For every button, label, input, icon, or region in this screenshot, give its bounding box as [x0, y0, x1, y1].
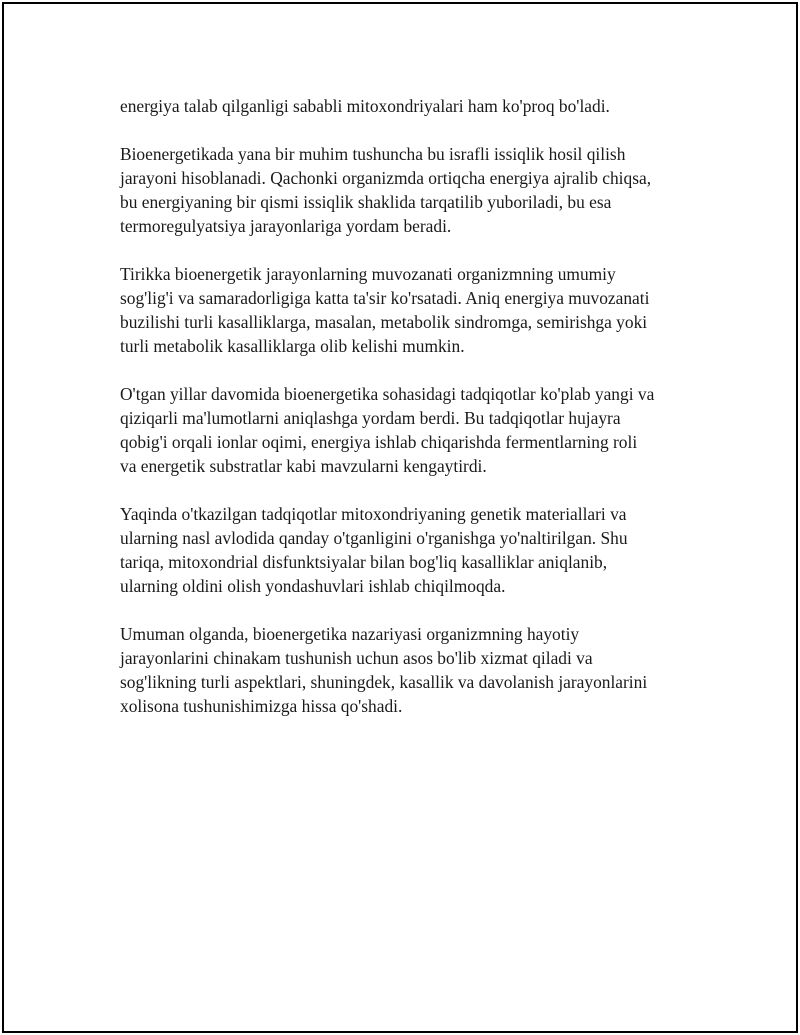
text-line: turli metabolik kasalliklarga olib kelishi mumkin.: [120, 336, 465, 356]
text-line: qobig'i orqali ionlar oqimi, energiya ishlab chiqarishda fermentlarning roli: [120, 432, 638, 452]
text-line: Tirikka bioenergetik jarayonlarning muvozanati organizmning umumiy: [120, 264, 616, 284]
text-line: va energetik substratlar kabi mavzularni kengaytirdi.: [120, 456, 487, 476]
paragraph-2: [120, 142, 700, 238]
text-line: xolisona tushunishimizga hissa qo'shadi.: [120, 696, 403, 716]
text-line: O'tgan yillar davomida bioenergetika sohasidagi tadqiqotlar ko'plab yangi va: [120, 384, 655, 404]
text-line: Yaqinda o'tkazilgan tadqiqotlar mitoxondriyaning genetik materiallari va: [120, 504, 627, 524]
text-line: jarayoni hisoblanadi. Qachonki organizmda ortiqcha energiya ajralib chiqsa,: [120, 168, 652, 188]
paragraph-1: [120, 94, 700, 118]
paragraph-6: [120, 622, 700, 718]
text-line: sog'lig'i va samaradorligiga katta ta'sir ko'rsatadi. Aniq energiya muvozanati: [120, 288, 650, 308]
text-line: bu energiyaning bir qismi issiqlik shaklida tarqatilib yuboriladi, bu esa: [120, 192, 612, 212]
text-line: termoregulyatsiya jarayonlariga yordam beradi.: [120, 216, 452, 236]
text-line: Bioenergetikada yana bir muhim tushuncha bu israfli issiqlik hosil qilish: [120, 144, 626, 164]
paragraph-5: [120, 502, 700, 598]
text-line: ularning oldini olish yondashuvlari ishlab chiqilmoqda.: [120, 576, 506, 596]
text-line: qiziqarli ma'lumotlarni aniqlashga yordam berdi. Bu tadqiqotlar hujayra: [120, 408, 621, 428]
text-line: Umuman olganda, bioenergetika nazariyasi organizmning hayotiy: [120, 624, 580, 644]
text-line: sog'likning turli aspektlari, shuningdek, kasallik va davolanish jarayonlarini: [120, 672, 648, 692]
text-line: tariqa, mitoxondrial disfunktsiyalar bilan bog'liq kasalliklar aniqlanib,: [120, 552, 608, 572]
text-line: energiya talab qilganligi sababli mitoxondriyalari ham ko'proq bo'ladi.: [120, 96, 610, 116]
document-body: [120, 94, 700, 742]
document-page: [2, 2, 798, 1033]
text-line: buzilishi turli kasalliklarga, masalan, metabolik sindromga, semirishga yoki: [120, 312, 648, 332]
paragraph-4: [120, 382, 700, 478]
text-line: ularning nasl avlodida qanday o'tganligini o'rganishga yo'naltirilgan. Shu: [120, 528, 628, 548]
text-line: jarayonlarini chinakam tushunish uchun asos bo'lib xizmat qiladi va: [120, 648, 593, 668]
paragraph-3: [120, 262, 700, 358]
